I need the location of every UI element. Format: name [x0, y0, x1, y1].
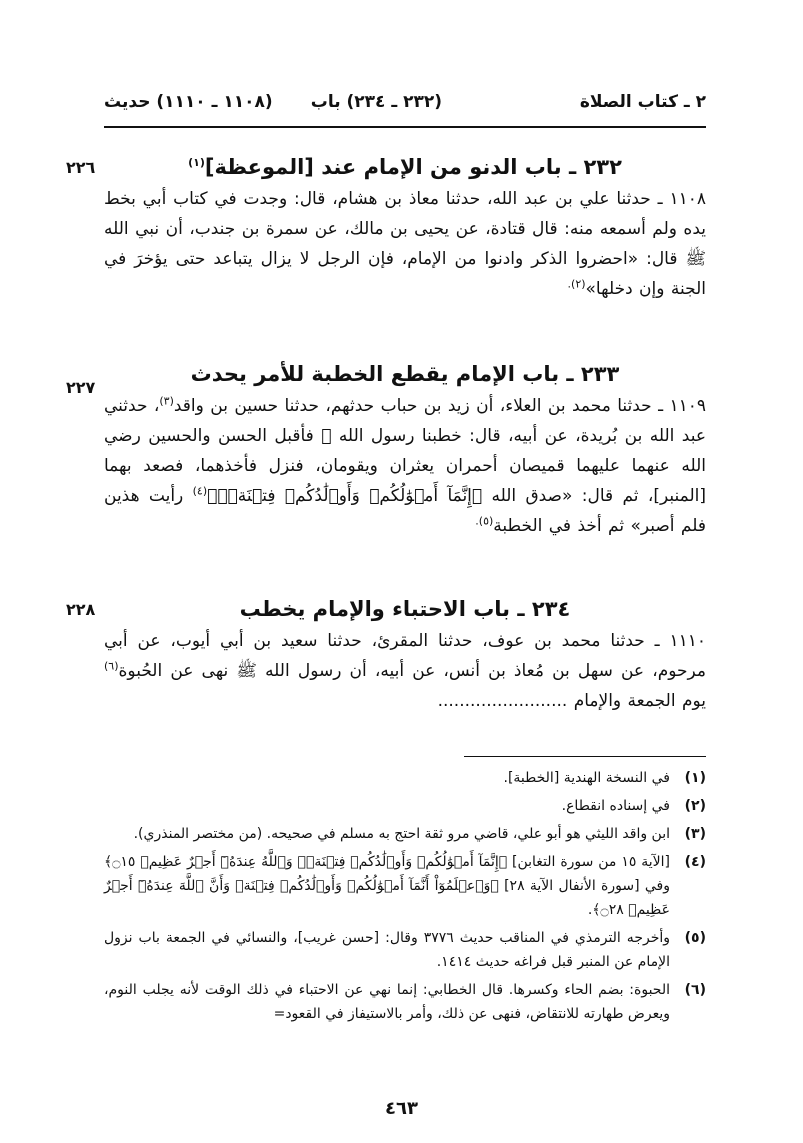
chapter-234	[104, 592, 706, 716]
header-hadith-range: (١١٠٨ ـ ١١١٠) حديث	[104, 92, 273, 112]
footnotes	[104, 766, 706, 1030]
header-chapter-range: (٢٣٢ ـ ٢٣٤) باب	[310, 92, 442, 112]
margin-number: ٢٢٧	[66, 378, 96, 397]
chapter-title: ٢٣٣ ـ باب الإمام يقطع الخطبة للأمر يحدث	[190, 362, 620, 386]
header-rule	[104, 126, 706, 128]
footnote-marker[interactable]: (١)	[188, 156, 205, 169]
footnote-marker[interactable]: (٢).	[567, 277, 586, 291]
footnote-rule	[464, 756, 706, 757]
footnote-2: (٢) في إسناده انقطاع.	[561, 798, 706, 814]
hadith-1110: ١١١٠ ـ حدثنا محمد بن عوف، حدثنا المقرئ، حدثنا سعيد بن أبي أيوب، عن أبي مرحوم، عن سهل بن مُعاذ بن أنس، عن أبيه، أن رسول الله ﷺ نهى عن الحُبوة$^{(٦)}$ يوم الجمعة والإمام ........................	[104, 631, 706, 711]
footnote-marker[interactable]: (٦)	[104, 659, 119, 673]
footnote-3: (٣) ابن واقد الليثي هو أبو علي، قاضي مرو ثقة احتج به مسلم في صحيحه. (من مختصر المنذري).	[133, 826, 706, 842]
footnote-6: (٦) الحبوة: بضم الحاء وكسرها. قال الخطابي: إنما نهي عن الاحتباء في ذلك الوقت لأنه يجلب النوم، ويعرض طهارته للانتقاض، فنهى عن ذلك، وأمر بالاستيفاز في القعود=	[104, 982, 706, 1022]
margin-number: ٢٢٦	[66, 158, 96, 177]
header-book-title: ٢ ـ كتاب الصلاة	[579, 92, 706, 112]
footnote-marker[interactable]: (٥).	[475, 514, 494, 528]
margin-number: ٢٢٨	[66, 600, 96, 619]
footnote-marker[interactable]: (٤)	[192, 484, 208, 498]
running-header	[104, 92, 706, 118]
hadith-1108: ١١٠٨ ـ حدثنا علي بن عبد الله، حدثنا معاذ بن هشام، قال: وجدت في كتاب أبي بخط يده ولم أسمعه منه: قال قتادة، عن يحيى بن مالك، عن سمرة بن جندب، أن نبي الله ﷺ قال: «احضروا الذكر وادنوا من الإمام، فإن الرجل لا يزال يتباعد حتى يؤخرَ في الجنة وإن دخلها»$^{(٢).}$	[104, 189, 706, 299]
footnote-1: (١) في النسخة الهندية [الخطبة].	[503, 770, 706, 786]
chapter-title: ٢٣٤ ـ باب الاحتباء والإمام يخطب	[239, 597, 571, 621]
chapter-title: ٢٣٢ ـ باب الدنو من الإمام عند [الموعظة]$^{(١)}$	[188, 155, 622, 179]
chapter-233	[104, 357, 706, 541]
footnote-4: (٤) [الآية ١٥ من سورة التغابن] ﴿إِنَّمَآ أَمۡوَٰلُكُمۡ وَأَوۡلَٰدُكُمۡ فِتۡنَةٞۚ وَٱللَّهُ عِندَهُۥٓ أَجۡرٌ عَظِيمٞ ۝١٥﴾ وفي [سورة الأنفال الآية ٢٨] ﴿وَٱعۡلَمُوٓاْ أَنَّمَآ أَمۡوَٰلُكُمۡ وَأَوۡلَٰدُكُمۡ فِتۡنَةٞ وَأَنَّ ٱللَّهَ عِندَهُۥٓ أَجۡرٌ عَظِيمٞ ۝٢٨﴾.	[104, 854, 706, 918]
page-number: ٤٦٣	[385, 1098, 418, 1119]
chapter-232	[104, 150, 706, 304]
footnote-marker[interactable]: (٣)	[159, 394, 174, 408]
footnote-5: (٥) وأخرجه الترمذي في المناقب حديث ٣٧٧٦ وقال: [حسن غريب]، والنسائي في الجمعة باب نزول الإمام عن المنبر قبل فراغه حديث ١٤١٤.	[104, 930, 706, 970]
hadith-1109: ١١٠٩ ـ حدثنا محمد بن العلاء، أن زيد بن حباب حدثهم، حدثنا حسين بن واقد$^{(٣)}$، حدثني عبد الله بن بُريدة، عن أبيه، قال: خطبنا رسول الله ﷺ فأقبل الحسن والحسين رضي الله عنهما عليهما قميصان أحمران يعثران ويقومان، فنزل فأخذهما، فصعد بهما [المنبر]، ثم قال: «صدق الله ﴿إِنَّمَآ أَمۡوَٰلُكُمۡ وَأَوۡلَٰدُكُمۡ فِتۡنَةٞۚ﴾$^{(٤)}$ رأيت هذين فلم أصبر» ثم أخذ في الخطبة$^{(٥).}$	[104, 394, 706, 536]
